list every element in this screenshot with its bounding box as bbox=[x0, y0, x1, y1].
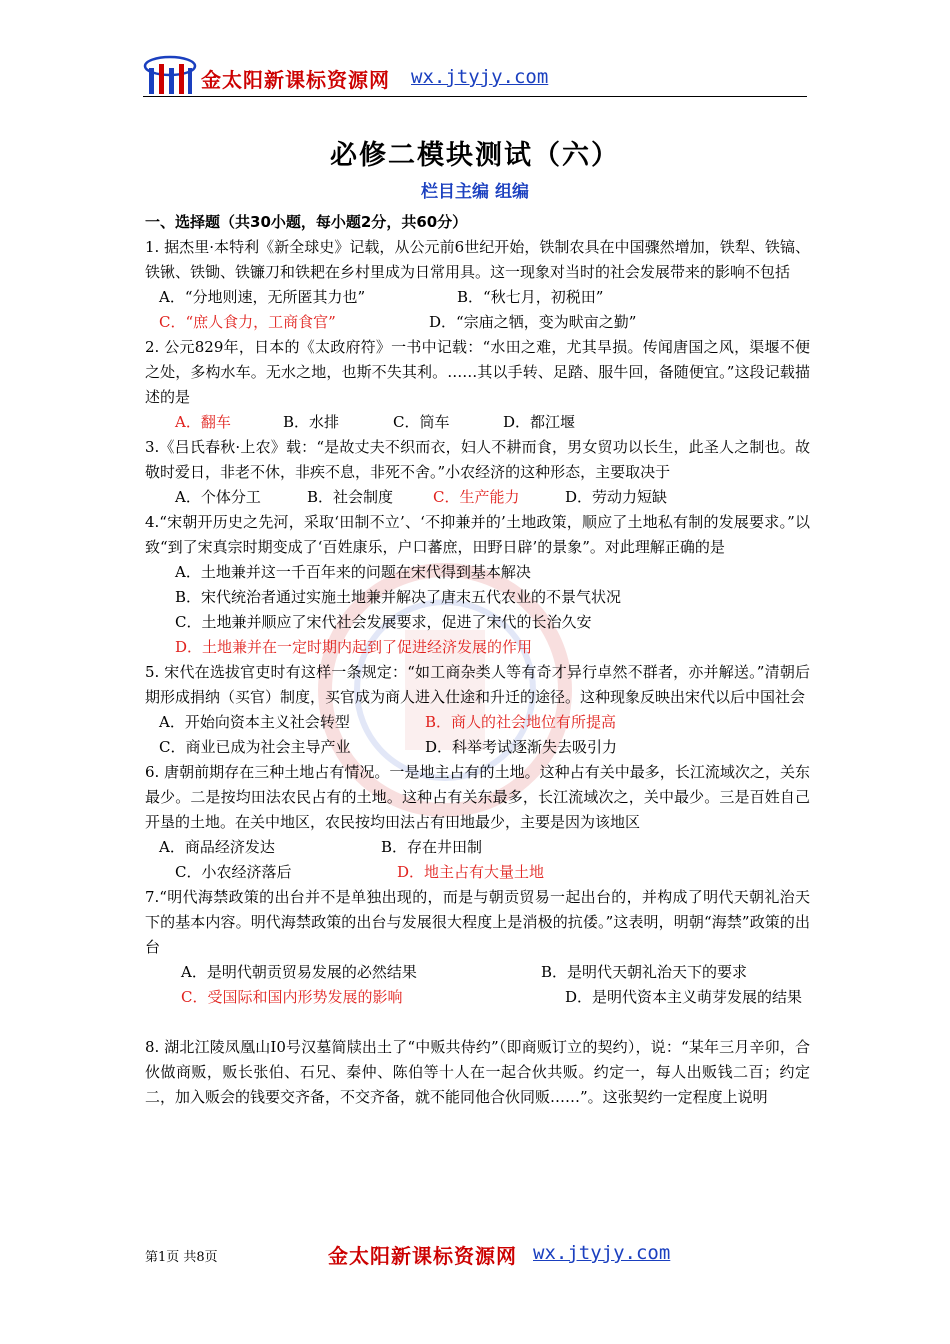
footer-url-link[interactable]: wx.jtyjy.com bbox=[533, 1242, 671, 1264]
option-row bbox=[145, 710, 810, 735]
option-d-answer[interactable]: D．土地兼并在一定时期内起到了促进经济发展的作用 bbox=[175, 638, 533, 656]
option-row bbox=[145, 960, 810, 985]
page-header bbox=[143, 52, 807, 100]
footer-brand: 金太阳新课标资源网 bbox=[328, 1244, 517, 1268]
option-row bbox=[145, 410, 810, 435]
option-b[interactable]: B．是明代天朝礼治天下的要求 bbox=[541, 963, 748, 981]
option-d-answer[interactable]: D．地主占有大量土地 bbox=[397, 863, 545, 881]
header-divider bbox=[143, 96, 807, 97]
option-b[interactable]: B．存在井田制 bbox=[381, 838, 483, 856]
option-d[interactable]: D．是明代资本主义萌芽发展的结果 bbox=[565, 988, 803, 1006]
option-row bbox=[145, 310, 810, 335]
option-c-answer[interactable]: C．生产能力 bbox=[433, 488, 520, 506]
question-list bbox=[145, 210, 810, 1110]
option-row bbox=[145, 985, 810, 1010]
question-stem: 2. 公元829年，日本的《太政府符》一书中记载：“水田之难，尤其旱损。传闻唐国之风，渠堰不便之处，多构水车。无水之地，也斯不失其利。……其以手转、足踏、服牛回，备随便宜。”这段记载描述的是 bbox=[145, 338, 810, 406]
option-c-answer[interactable]: C．“庶人食力，工商食官” bbox=[159, 313, 336, 331]
question-stem: 5. 宋代在选拔官吏时有这样一条规定：“如工商杂类人等有奇才异行卓然不群者，亦并解送。”清朝后期形成捐纳（买官）制度，买官成为商人进入仕途和升迁的途径。这种现象反映出宋代以后中国社会 bbox=[145, 663, 810, 706]
option-d-wrap bbox=[145, 985, 810, 1035]
option-a[interactable]: A．土地兼并这一千百年来的问题在宋代得到基本解决 bbox=[175, 563, 531, 581]
page-number: 第1页 共8页 bbox=[145, 1250, 218, 1265]
option-c[interactable]: C．小农经济落后 bbox=[175, 863, 292, 881]
question-stem: 4.“宋朝开历史之先河，采取‘田制不立’、‘不抑兼并的’土地政策，顺应了土地私有制的发展要求。”以致“到了宋真宗时期变成了‘百姓康乐，户口蕃庶，田野日辟’的景象”。对此理解正确的是 bbox=[145, 513, 810, 556]
option-d[interactable]: D．都江堰 bbox=[503, 413, 576, 431]
option-a[interactable]: A．个体分工 bbox=[175, 488, 261, 506]
option-row bbox=[145, 485, 810, 510]
option-c[interactable]: C．筒车 bbox=[393, 413, 450, 431]
option-b-answer[interactable]: B．商人的社会地位有所提高 bbox=[425, 713, 617, 731]
option-a[interactable]: A．是明代朝贡贸易发展的必然结果 bbox=[181, 963, 417, 981]
option-a-answer[interactable]: A．翻车 bbox=[175, 413, 231, 431]
option-a[interactable]: A．开始向资本主义社会转型 bbox=[159, 713, 350, 731]
option-b[interactable]: B．宋代统治者通过实施土地兼并解决了唐末五代农业的不景气状况 bbox=[175, 588, 622, 606]
option-c-answer[interactable]: C．受国际和国内形势发展的影响 bbox=[181, 988, 403, 1006]
question-stem: 8. 湖北江陵凤凰山I0号汉墓简牍出土了“中贩共侍约”（即商贩订立的契约），说：“某年三月辛卯，合伙做商贩，贩长张伯、石兄、秦仲、陈伯等十人在一起合伙共贩。约定一，每人出贩钱二百；约定二，加入贩会的钱要交齐备，不交齐备，就不能同他合伙同贩……”。这张契约一定程度上说明 bbox=[145, 1038, 810, 1106]
option-d[interactable]: D．科举考试逐渐失去吸引力 bbox=[425, 738, 618, 756]
section-heading: 一、选择题（共30小题，每小题2分，共60分） bbox=[145, 213, 468, 231]
header-brand: 金太阳新课标资源网 bbox=[201, 68, 390, 92]
option-row bbox=[145, 285, 810, 310]
question-stem: 7.“明代海禁政策的出台并不是单独出现的，而是与朝贡贸易一起出台的，并构成了明代天朝礼治天下的基本内容。明代海禁政策的出台与发展很大程度上是消极的抗倭。”这表明，明朝“海禁”政策的出台 bbox=[145, 888, 810, 956]
header-url-link[interactable]: wx.jtyjy.com bbox=[411, 66, 549, 88]
page-title: 必修二模块测试（六） bbox=[330, 140, 620, 171]
option-b[interactable]: B．“秋七月，初税田” bbox=[457, 288, 604, 306]
option-d[interactable]: D．劳动力短缺 bbox=[565, 488, 668, 506]
option-c[interactable]: C．土地兼并顺应了宋代社会发展要求，促进了宋代的长治久安 bbox=[175, 613, 592, 631]
option-row bbox=[145, 835, 810, 860]
page-subtitle: 栏目主编 组编 bbox=[421, 182, 529, 202]
option-b[interactable]: B．水排 bbox=[283, 413, 340, 431]
question-stem: 3.《吕氏春秋·上农》载：“是故丈夫不织而衣，妇人不耕而食，男女贸功以长生，此圣人之制也。故敬时爱日，非老不休，非疾不息，非死不舍。”小农经济的这种形态，主要取决于 bbox=[145, 438, 810, 481]
option-d[interactable]: D．“宗庙之牺，变为畎亩之勤” bbox=[429, 313, 637, 331]
option-b[interactable]: B．社会制度 bbox=[307, 488, 394, 506]
question-stem: 1. 据杰里·本特利《新全球史》记载，从公元前6世纪开始，铁制农具在中国骤然增加，铁犁、铁镐、铁锹、铁锄、铁镰刀和铁耙在乡村里成为日常用具。这一现象对当时的社会发展带来的影响不包括 bbox=[145, 238, 810, 281]
option-a[interactable]: A．“分地则速，无所匿其力也” bbox=[159, 288, 366, 306]
page-footer bbox=[145, 1238, 810, 1268]
option-a[interactable]: A．商品经济发达 bbox=[159, 838, 275, 856]
question-stem: 6. 唐朝前期存在三种土地占有情况。一是地主占有的土地。这种占有关中最多，长江流域次之，关东最少。二是按均田法农民占有的土地。这种占有关东最多，长江流域次之，关中最少。三是百姓自己开垦的土地。在关中地区，农民按均田法占有田地最少，主要是因为该地区 bbox=[145, 763, 810, 831]
option-c[interactable]: C．商业已成为社会主导产业 bbox=[159, 738, 351, 756]
option-row bbox=[145, 860, 810, 885]
option-row bbox=[145, 735, 810, 760]
logo-icon bbox=[143, 52, 197, 98]
